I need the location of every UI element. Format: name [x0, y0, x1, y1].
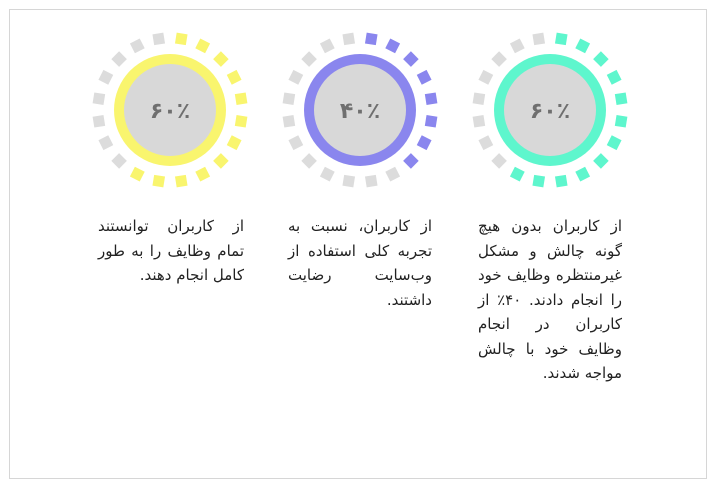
gauge-2-segment-active [365, 33, 378, 46]
gauge-3-segment-inactive [152, 33, 165, 46]
gauge-2-svg [280, 30, 440, 190]
gauge-2-segment-active [425, 115, 438, 128]
gauge-2-segment-active [403, 51, 419, 67]
gauge-3-value: ۶۰٪ [149, 99, 191, 124]
gauge-1-value: ۶۰٪ [529, 99, 571, 124]
gauge-2-segment-active [385, 38, 400, 53]
gauge-3-segment-inactive [98, 135, 113, 150]
gauge-3-segment-active [175, 33, 188, 46]
gauge-2-segment-inactive [288, 70, 303, 85]
gauge-3-segment-active [227, 70, 242, 85]
gauge-3 [90, 30, 250, 190]
gauge-3-segment-active [130, 167, 145, 182]
gauge-2-segment-inactive [342, 33, 355, 46]
gauge-2-segment-inactive [301, 153, 317, 169]
gauge-1-segment-active [510, 167, 525, 182]
gauge-3-segment-active [213, 153, 229, 169]
gauge-1-segment-active [555, 175, 568, 188]
gauge-1-segment-inactive [473, 115, 486, 128]
gauge-2-description: از کاربران، نسبت به تجربه کلی استفاده از وب‌سایت رضایت داشتند. [288, 217, 432, 309]
gauge-3-segment-active [227, 135, 242, 150]
gauge-2-segment-inactive [342, 175, 355, 188]
gauge-2-segment-active [417, 70, 432, 85]
gauge-1-segment-active [607, 135, 622, 150]
gauge-3-segment-inactive [111, 51, 127, 67]
gauge-3-segment-active [175, 175, 188, 188]
gauge-3-segment-inactive [93, 115, 106, 128]
gauge-2 [280, 30, 440, 190]
gauge-2-segment-inactive [365, 175, 378, 188]
gauge-1-segment-active [555, 33, 568, 46]
gauge-2-segment-inactive [320, 167, 335, 182]
gauge-1-segment-inactive [491, 51, 507, 67]
gauge-1-segment-active [615, 92, 628, 105]
gauge-1-segment-active [575, 38, 590, 53]
gauge-3-segment-active [235, 92, 248, 105]
gauge-2-segment-inactive [385, 167, 400, 182]
gauge-2-segment-active [417, 135, 432, 150]
gauge-3-segment-inactive [130, 38, 145, 53]
gauge-1-segment-inactive [473, 92, 486, 105]
gauge-3-segment-inactive [111, 153, 127, 169]
gauge-2-value: ۴۰٪ [339, 99, 381, 124]
gauge-2-segment-active [425, 92, 438, 105]
gauge-1-segment-active [615, 115, 628, 128]
gauge-3-segment-active [152, 175, 165, 188]
gauge-1-svg [470, 30, 630, 190]
gauge-2-segment-inactive [283, 92, 296, 105]
gauge-2-segment-active [403, 153, 419, 169]
gauge-1-segment-active [575, 167, 590, 182]
gauge-3-segment-inactive [93, 92, 106, 105]
gauge-3-segment-active [213, 51, 229, 67]
gauge-2-segment-inactive [320, 38, 335, 53]
gauge-1-segment-inactive [532, 33, 545, 46]
gauge-1-segment-active [607, 70, 622, 85]
gauge-1-segment-inactive [478, 135, 493, 150]
gauge-1-segment-active [593, 51, 609, 67]
gauge-2-segment-inactive [301, 51, 317, 67]
gauge-1-segment-inactive [491, 153, 507, 169]
gauge-3-description: از کاربران توانستند تمام وظایف را به طور کامل انجام دهند. [98, 217, 244, 284]
gauge-1-segment-active [532, 175, 545, 188]
gauge-3-svg [90, 30, 250, 190]
gauge-1-description: از کاربران بدون هیچ گونه چالش و مشکل غیرمنتظره وظایف خود را انجام دادند. ۴۰٪ از کاربران در انجام وظایف خود با چالش مواجه شدند. [478, 217, 622, 382]
gauge-2-segment-inactive [288, 135, 303, 150]
gauge-3-segment-active [195, 167, 210, 182]
gauge-2-segment-inactive [283, 115, 296, 128]
gauge-1 [470, 30, 630, 190]
gauge-1-segment-active [593, 153, 609, 169]
gauge-1-segment-inactive [510, 38, 525, 53]
gauge-3-segment-active [235, 115, 248, 128]
gauge-3-segment-inactive [98, 70, 113, 85]
gauge-3-segment-active [195, 38, 210, 53]
gauge-1-segment-inactive [478, 70, 493, 85]
